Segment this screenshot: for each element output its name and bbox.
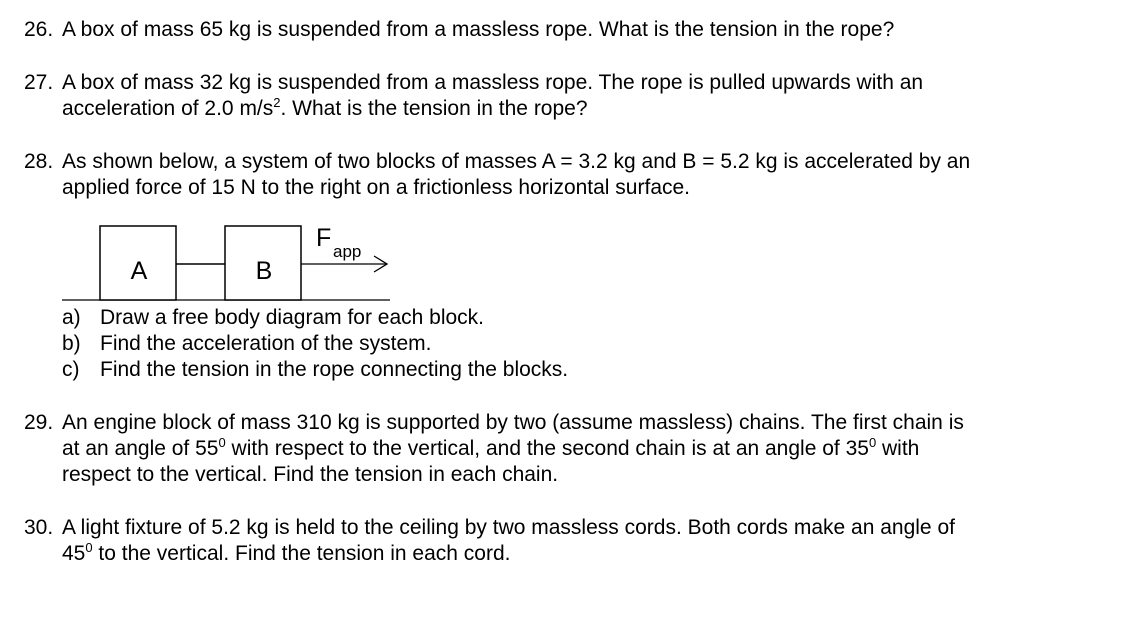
part-b [62,331,568,357]
problem-number: 26. [24,18,54,41]
problem-text: respect to the vertical. Find the tension in each chain. [62,463,559,486]
force-subscript: app [333,242,362,261]
problem-text: A box of mass 32 kg is suspended from a massless rope. The rope is pulled upwards with an [62,71,924,94]
problem-text-segment: . What is the tension in the rope? [280,97,588,120]
problem-text: A light fixture of 5.2 kg is held to the ceiling by two massless cords. Both cords make an angle of [62,516,955,539]
part-text: Find the acceleration of the system. [100,332,432,355]
two-block-diagram [60,218,400,308]
problem-number: 29. [24,411,54,434]
problem-30 [24,515,1114,567]
part-c [62,357,568,383]
part-text: Find the tension in the rope connecting the blocks. [100,358,569,381]
part-text: Draw a free body diagram for each block. [100,306,485,329]
degree-superscript: 0 [218,435,226,450]
part-letter: a) [62,306,81,329]
block-b-label: B [255,257,273,285]
problem-number: 28. [24,150,54,173]
block-a-label: A [130,257,148,285]
part-a [62,305,568,331]
problem-text: An engine block of mass 310 kg is supported by two (assume massless) chains. The first chain is [62,411,964,434]
problem-27 [24,70,1114,122]
problem-number: 27. [24,71,54,94]
problem-text-segment: 45 [62,542,86,565]
problem-text [62,436,1114,462]
problem-28 [24,149,1114,201]
problem-text-segment: to the vertical. Find the tension in each cord. [92,542,511,565]
problem-text-segment: with [876,437,920,460]
problem-number: 30. [24,516,54,539]
problem-text [62,96,1114,122]
problem-text [62,541,1114,567]
force-label: F [316,224,332,252]
degree-superscript: 0 [85,540,93,555]
problem-text-segment: acceleration of 2.0 m/s [62,97,274,120]
part-letter: c) [62,358,80,381]
part-letter: b) [62,332,81,355]
superscript: 2 [273,95,281,110]
problem-29 [24,410,1114,488]
problem-text-segment: with respect to the vertical, and the second chain is at an angle of 35 [225,437,869,460]
problem-text: As shown below, a system of two blocks of masses A = 3.2 kg and B = 5.2 kg is accelerated by an [62,150,971,173]
problem-26 [24,17,1114,43]
problem-28-parts [62,305,568,383]
problem-text: applied force of 15 N to the right on a frictionless horizontal surface. [62,176,691,199]
problem-text-segment: at an angle of 55 [62,437,219,460]
degree-superscript: 0 [868,435,877,450]
problem-text: A box of mass 65 kg is suspended from a massless rope. What is the tension in the rope? [62,18,895,41]
